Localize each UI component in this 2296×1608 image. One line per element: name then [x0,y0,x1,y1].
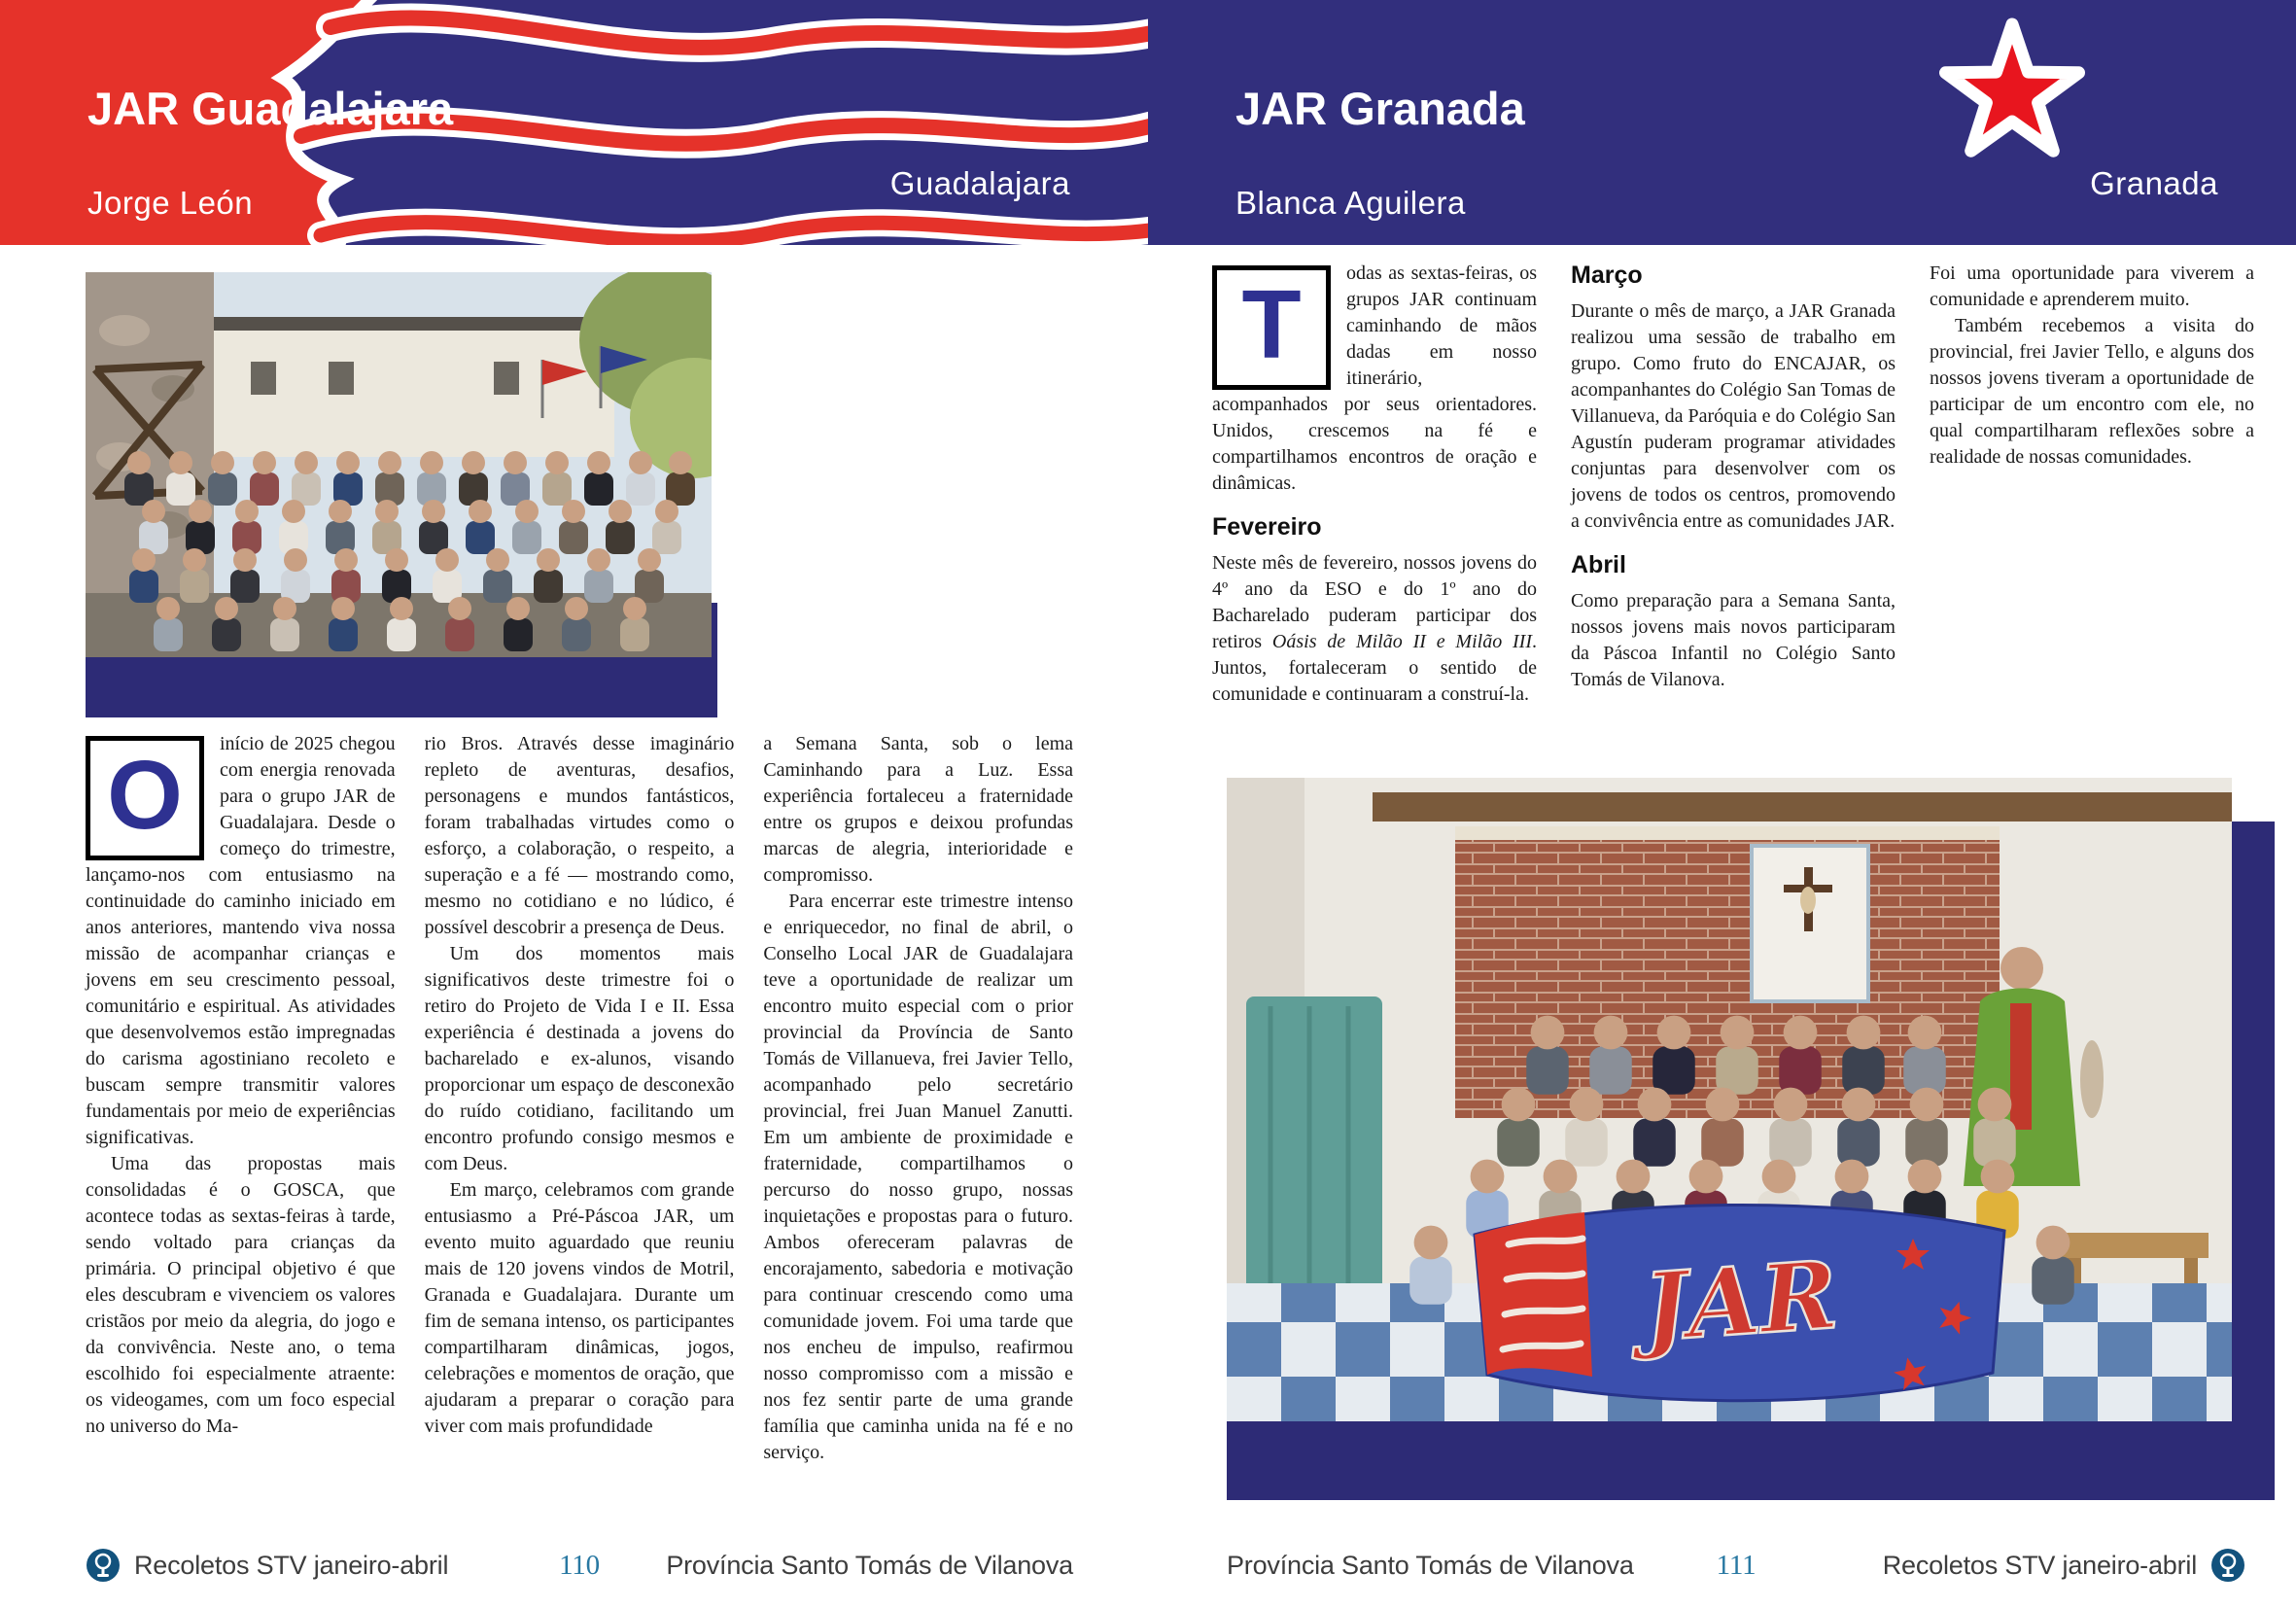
page-footer [1227,1544,2245,1587]
paragraph: Foi uma oportunidade para viverem a comunidade e aprenderem muito. [1930,262,2254,310]
paragraph: Durante o mês de março, a JAR Granada realizou uma sessão de trabalho em grupo. Como fruto do ENCAJAR, os acompanhantes do Colégio San Tomas de Villanueva, da Paróquia e do Colégio San Agustín puderam programar atividades conjuntas para desenvolver com os jovens de todos os centros, promovendo a convivência entre as comunidades JAR. [1571,300,1896,532]
paragraph [1212,550,1537,708]
text-column-1 [86,731,396,1466]
group-photo-guadalajara [86,272,712,657]
retreat-names: Oásis de Milão II e Milão III [1271,631,1533,652]
guadalajara-article [86,731,1073,1466]
region-label: Guadalajara [889,165,1070,201]
guadalajara-header [0,0,1148,245]
chapel-group-scene [1227,778,2232,1421]
text-column-1 [1212,261,1537,708]
region-label: Granada [2090,165,2218,201]
paragraph: Também recebemos a visita do provincial, frei Javier Tello, e alguns dos nossos jovens tiveram a oportunidade de participar de um encontro com ele, no qual compartilharam reflexões sobre a realidade de nossas comunidades. [1930,315,2254,468]
footer-province: Província Santo Tomás de Vilanova [1227,1550,1634,1580]
page-footer [86,1544,1073,1587]
stv-logo-icon [2210,1548,2245,1583]
footer-brand-group [1883,1548,2245,1583]
paragraph: Uma das propostas mais consolidadas é o GOSCA, que acontece todas as sextas-feiras à tarde, sendo voltado para crianças da primária. O principal objetivo é que eles descubram e vivenciem os valores cristãos por meio da alegria, do jogo e da convivência. Neste ano, o tema escolhido foi especialmente atraente: os videogames, com um foco especial no universo do Ma- [86,1153,396,1437]
paragraph: Como preparação para a Semana Santa, nossos jovens mais novos participaram da Páscoa Infantil no Colégio Santo Tomás de Vilanova. [1571,590,1896,690]
paragraph-text: Neste mês de fevereiro, nossos jovens do 4º ano da ESO e do 1º ano do Bacharelado puderam participar dos retiros [1212,552,1537,652]
stv-logo-icon [86,1548,121,1583]
paragraph-text: . Juntos, fortaleceram o sentido de comunidade e continuaram a construí-la. [1212,631,1538,705]
paragraph: a Semana Santa, sob o lema Caminhando para a Luz. Essa experiência fortaleceu a fraternidade entre os grupos e deixou profundas marcas de alegria, interioridade e compromisso. [763,733,1074,886]
granada-header [1148,0,2296,245]
text-column-2 [425,731,735,1466]
outdoor-group-scene [86,272,712,657]
curtain [1246,996,1382,1332]
footer-brand: Recoletos STV janeiro-abril [1882,1550,2197,1580]
text-column-2 [1571,261,1896,708]
page-title: JAR Granada [1235,83,1525,134]
section-heading-fevereiro: Fevereiro [1212,513,1322,541]
star-icon [1934,16,2090,173]
page-number: 111 [1716,1549,1757,1581]
paragraph: Para encerrar este trimestre intenso e enriquecedor, no final de abril, o Conselho Local JAR de Guadalajara teve a oportunidade de realizar um encontro muito especial com o prior provincial da Província de Santo Tomás de Villanueva, frei Javier Tello, acompanhado pelo secretário provincial, frei Juan Manuel Zanutti. Em um ambiente de proximidade e fraternidade, compartilhamos o percurso do nosso grupo, nossas inquietações e propostas para o futuro. Ambos ofereceram palavras de encorajamento, sabedoria e motivação para continuar crescendo como uma comunidade jovem. Foi uma tarde que nos encheu de impulso, reafirmou nosso compromisso com a missão e nos fez sentir parte de uma grande família que caminha unida na fé e no serviço. [763,891,1074,1463]
footer-brand: Recoletos STV janeiro-abril [134,1550,449,1580]
page-granada [1148,0,2296,1608]
paragraph-text: início de 2025 chegou com energia renovada para o grupo JAR de Guadalajara. Desde o começo do trimestre, lançamo-nos com entusiasmo na continuidade do caminho iniciado em anos anteriores, mantendo viva nossa missão de acompanhar crianças e jovens em seu crescimento pessoal, comunitário e espiritual. As atividades que desenvolvemos estão impregnadas do carisma agostiniano recoleto e buscam sempre transmitir valores fundamentais por meio de experiências significativas. [86,733,396,1148]
paragraph [1212,261,1537,497]
bench [2058,1233,2209,1258]
section-heading-abril: Abril [1571,551,1626,578]
dropcap-letter: T [1212,265,1331,390]
flag-jar-text: JAR [1639,1240,1842,1363]
footer-province: Província Santo Tomás de Vilanova [666,1550,1073,1580]
granada-article [1212,261,2254,708]
author-name: Blanca Aguilera [1235,185,1466,221]
paragraph: rio Bros. Através desse imaginário repleto de aventuras, desafios, personagens e mundos fantásticos, foram trabalhadas virtudes como o esforço, a colaboração, o respeito, a superação e a fé — mostrando como, mesmo no cotidiano e no lúdico, é possível descobrir a presença de Deus. [424,733,735,938]
jar-flag [1475,1205,2004,1400]
page-number: 110 [559,1549,600,1581]
paragraph: Em março, celebramos com grande entusiasmo a Pré-Páscoa JAR, um evento muito aguardado que reuniu mais de 120 jovens vindos de Motril, Granada e Guadalajara. Durante um fim de semana intenso, os participantes compartilharam dinâmicas, jogos, celebrações e momentos de oração, que ajudaram a preparar o coração para viver com mais profundidade [424,1179,735,1437]
text-column-3 [763,731,1073,1466]
author-name: Jorge León [87,185,254,221]
paragraph [86,731,396,1151]
paragraph: Um dos momentos mais significativos deste trimestre foi o retiro do Projeto de Vida I e II. Essa experiência é destinada a jovens do bacharelado e ex-alunos, visando proporcionar um espaço de desconexão do ruído cotidiano, facilitando um encontro profundo consigo mesmos e com Deus. [424,943,735,1174]
dropcap-letter: O [86,736,204,860]
group-photo-granada [1227,778,2232,1421]
section-heading-marco: Março [1571,262,1643,289]
page-title: JAR Guadalajara [87,83,454,134]
footer-brand-group [86,1548,448,1583]
text-column-3 [1930,261,2254,708]
paragraph-text: odas as sextas-feiras, os grupos JAR continuam caminhando de mãos dadas em nosso itinerário, acompanhados por seus orientadores. Unidos, crescemos na fé e compartilhamos encontros de oração e dinâmicas. [1212,262,1537,494]
